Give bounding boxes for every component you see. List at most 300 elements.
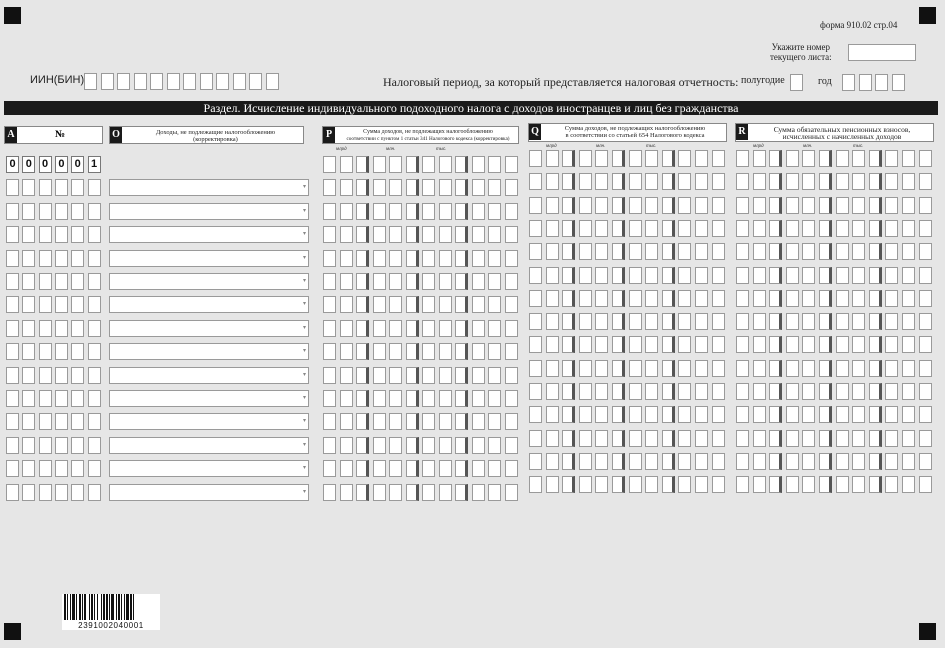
column-p-amount-cell[interactable] bbox=[389, 156, 402, 173]
column-p-amount-cell[interactable] bbox=[488, 484, 501, 501]
column-r-amount-cell[interactable] bbox=[836, 197, 849, 214]
row-number-cell[interactable] bbox=[55, 179, 68, 196]
column-q-amount-cell[interactable] bbox=[712, 290, 725, 307]
column-q-amount-cell[interactable] bbox=[612, 243, 625, 260]
column-r-amount-cell[interactable] bbox=[736, 290, 749, 307]
column-p-amount-cell[interactable] bbox=[356, 460, 369, 477]
column-q-amount-cell[interactable] bbox=[629, 150, 642, 167]
column-r-amount-cell[interactable] bbox=[753, 267, 766, 284]
column-p-amount-cell[interactable] bbox=[323, 296, 336, 313]
column-p-amount-cell[interactable] bbox=[455, 437, 468, 454]
row-number-cell[interactable] bbox=[39, 413, 52, 430]
row-number-cell[interactable] bbox=[88, 390, 101, 407]
column-p-amount-cell[interactable] bbox=[389, 203, 402, 220]
column-q-amount-cell[interactable] bbox=[629, 430, 642, 447]
column-p-amount-cell[interactable] bbox=[389, 437, 402, 454]
iin-digit-cell[interactable] bbox=[266, 73, 279, 90]
column-q-amount-cell[interactable] bbox=[579, 220, 592, 237]
column-r-amount-cell[interactable] bbox=[753, 197, 766, 214]
column-p-amount-cell[interactable] bbox=[505, 296, 518, 313]
column-q-amount-cell[interactable] bbox=[529, 453, 542, 470]
column-q-amount-cell[interactable] bbox=[695, 243, 708, 260]
column-r-amount-cell[interactable] bbox=[902, 453, 915, 470]
column-q-amount-cell[interactable] bbox=[529, 267, 542, 284]
column-r-amount-cell[interactable] bbox=[852, 197, 865, 214]
column-r-amount-cell[interactable] bbox=[885, 453, 898, 470]
column-r-amount-cell[interactable] bbox=[869, 383, 882, 400]
column-q-amount-cell[interactable] bbox=[562, 150, 575, 167]
column-r-amount-cell[interactable] bbox=[919, 267, 932, 284]
row-number-cell[interactable] bbox=[39, 343, 52, 360]
column-q-amount-cell[interactable] bbox=[612, 267, 625, 284]
column-r-amount-cell[interactable] bbox=[836, 360, 849, 377]
column-p-amount-cell[interactable] bbox=[488, 437, 501, 454]
row-number-cell[interactable] bbox=[88, 437, 101, 454]
column-r-amount-cell[interactable] bbox=[836, 243, 849, 260]
column-r-amount-cell[interactable] bbox=[753, 313, 766, 330]
column-q-amount-cell[interactable] bbox=[645, 360, 658, 377]
column-r-amount-cell[interactable] bbox=[736, 313, 749, 330]
column-r-amount-cell[interactable] bbox=[919, 360, 932, 377]
column-r-amount-cell[interactable] bbox=[802, 267, 815, 284]
row-number-cell[interactable] bbox=[39, 273, 52, 290]
column-q-amount-cell[interactable] bbox=[645, 313, 658, 330]
column-q-amount-cell[interactable] bbox=[629, 360, 642, 377]
column-p-amount-cell[interactable] bbox=[472, 203, 485, 220]
column-p-amount-cell[interactable] bbox=[356, 437, 369, 454]
column-p-amount-cell[interactable] bbox=[472, 320, 485, 337]
column-p-amount-cell[interactable] bbox=[422, 273, 435, 290]
column-q-amount-cell[interactable] bbox=[546, 430, 559, 447]
column-p-amount-cell[interactable] bbox=[340, 390, 353, 407]
column-p-amount-cell[interactable] bbox=[472, 484, 485, 501]
column-p-amount-cell[interactable] bbox=[439, 273, 452, 290]
column-q-amount-cell[interactable] bbox=[579, 290, 592, 307]
column-q-amount-cell[interactable] bbox=[678, 173, 691, 190]
year-digit-cell[interactable] bbox=[842, 74, 855, 91]
column-q-amount-cell[interactable] bbox=[529, 150, 542, 167]
column-r-amount-cell[interactable] bbox=[869, 220, 882, 237]
row-number-cell[interactable] bbox=[88, 179, 101, 196]
column-p-amount-cell[interactable] bbox=[373, 413, 386, 430]
column-q-amount-cell[interactable] bbox=[612, 406, 625, 423]
column-q-amount-cell[interactable] bbox=[662, 197, 675, 214]
column-p-amount-cell[interactable] bbox=[356, 343, 369, 360]
column-r-amount-cell[interactable] bbox=[736, 430, 749, 447]
column-r-amount-cell[interactable] bbox=[819, 360, 832, 377]
column-q-amount-cell[interactable] bbox=[579, 150, 592, 167]
income-type-dropdown[interactable] bbox=[109, 460, 309, 477]
column-r-amount-cell[interactable] bbox=[885, 383, 898, 400]
column-p-amount-cell[interactable] bbox=[406, 296, 419, 313]
column-q-amount-cell[interactable] bbox=[629, 267, 642, 284]
income-type-dropdown[interactable] bbox=[109, 320, 309, 337]
column-r-amount-cell[interactable] bbox=[769, 150, 782, 167]
column-q-amount-cell[interactable] bbox=[579, 267, 592, 284]
column-r-amount-cell[interactable] bbox=[786, 220, 799, 237]
column-q-amount-cell[interactable] bbox=[612, 173, 625, 190]
row-number-cell[interactable] bbox=[22, 437, 35, 454]
column-r-amount-cell[interactable] bbox=[753, 336, 766, 353]
column-p-amount-cell[interactable] bbox=[323, 179, 336, 196]
column-q-amount-cell[interactable] bbox=[662, 220, 675, 237]
column-p-amount-cell[interactable] bbox=[439, 203, 452, 220]
column-r-amount-cell[interactable] bbox=[885, 150, 898, 167]
column-r-amount-cell[interactable] bbox=[885, 360, 898, 377]
column-r-amount-cell[interactable] bbox=[869, 197, 882, 214]
column-r-amount-cell[interactable] bbox=[836, 173, 849, 190]
column-q-amount-cell[interactable] bbox=[678, 453, 691, 470]
column-q-amount-cell[interactable] bbox=[678, 336, 691, 353]
column-p-amount-cell[interactable] bbox=[323, 460, 336, 477]
column-r-amount-cell[interactable] bbox=[836, 476, 849, 493]
row-number-cell[interactable] bbox=[88, 367, 101, 384]
column-p-amount-cell[interactable] bbox=[340, 437, 353, 454]
row-number-cell[interactable] bbox=[55, 273, 68, 290]
column-r-amount-cell[interactable] bbox=[753, 173, 766, 190]
column-q-amount-cell[interactable] bbox=[695, 453, 708, 470]
column-p-amount-cell[interactable] bbox=[505, 460, 518, 477]
column-p-amount-cell[interactable] bbox=[340, 203, 353, 220]
column-p-amount-cell[interactable] bbox=[373, 203, 386, 220]
column-p-amount-cell[interactable] bbox=[406, 156, 419, 173]
column-r-amount-cell[interactable] bbox=[852, 360, 865, 377]
column-p-amount-cell[interactable] bbox=[439, 437, 452, 454]
column-p-amount-cell[interactable] bbox=[472, 226, 485, 243]
row-number-cell[interactable] bbox=[55, 460, 68, 477]
column-r-amount-cell[interactable] bbox=[902, 430, 915, 447]
column-q-amount-cell[interactable] bbox=[546, 173, 559, 190]
row-number-cell[interactable] bbox=[22, 484, 35, 501]
column-q-amount-cell[interactable] bbox=[662, 267, 675, 284]
column-q-amount-cell[interactable] bbox=[645, 150, 658, 167]
column-p-amount-cell[interactable] bbox=[389, 320, 402, 337]
column-r-amount-cell[interactable] bbox=[802, 476, 815, 493]
column-r-amount-cell[interactable] bbox=[869, 360, 882, 377]
column-r-amount-cell[interactable] bbox=[836, 220, 849, 237]
column-q-amount-cell[interactable] bbox=[678, 476, 691, 493]
column-p-amount-cell[interactable] bbox=[472, 460, 485, 477]
column-p-amount-cell[interactable] bbox=[472, 343, 485, 360]
income-type-dropdown[interactable] bbox=[109, 413, 309, 430]
column-q-amount-cell[interactable] bbox=[546, 453, 559, 470]
column-r-amount-cell[interactable] bbox=[902, 383, 915, 400]
column-p-amount-cell[interactable] bbox=[340, 367, 353, 384]
column-p-amount-cell[interactable] bbox=[488, 179, 501, 196]
column-q-amount-cell[interactable] bbox=[629, 220, 642, 237]
column-q-amount-cell[interactable] bbox=[612, 360, 625, 377]
row-number-cell[interactable] bbox=[88, 460, 101, 477]
column-q-amount-cell[interactable] bbox=[645, 267, 658, 284]
column-r-amount-cell[interactable] bbox=[769, 313, 782, 330]
column-r-amount-cell[interactable] bbox=[869, 476, 882, 493]
column-r-amount-cell[interactable] bbox=[802, 173, 815, 190]
row-number-cell[interactable] bbox=[71, 460, 84, 477]
row-number-cell[interactable] bbox=[39, 460, 52, 477]
column-q-amount-cell[interactable] bbox=[712, 313, 725, 330]
column-p-amount-cell[interactable] bbox=[406, 250, 419, 267]
iin-digit-cell[interactable] bbox=[233, 73, 246, 90]
column-q-amount-cell[interactable] bbox=[546, 150, 559, 167]
column-p-amount-cell[interactable] bbox=[455, 484, 468, 501]
year-digit-cell[interactable] bbox=[892, 74, 905, 91]
column-r-amount-cell[interactable] bbox=[869, 150, 882, 167]
column-p-amount-cell[interactable] bbox=[472, 367, 485, 384]
column-q-amount-cell[interactable] bbox=[662, 173, 675, 190]
column-p-amount-cell[interactable] bbox=[406, 390, 419, 407]
row-number-cell[interactable] bbox=[71, 437, 84, 454]
column-p-amount-cell[interactable] bbox=[472, 156, 485, 173]
column-q-amount-cell[interactable] bbox=[629, 197, 642, 214]
column-q-amount-cell[interactable] bbox=[579, 197, 592, 214]
column-q-amount-cell[interactable] bbox=[695, 360, 708, 377]
row-number-cell[interactable] bbox=[22, 226, 35, 243]
column-r-amount-cell[interactable] bbox=[919, 453, 932, 470]
column-p-amount-cell[interactable] bbox=[406, 367, 419, 384]
column-r-amount-cell[interactable] bbox=[819, 313, 832, 330]
column-p-amount-cell[interactable] bbox=[406, 179, 419, 196]
column-p-amount-cell[interactable] bbox=[422, 413, 435, 430]
column-q-amount-cell[interactable] bbox=[645, 220, 658, 237]
column-q-amount-cell[interactable] bbox=[546, 290, 559, 307]
row-number-cell[interactable] bbox=[6, 296, 19, 313]
column-q-amount-cell[interactable] bbox=[612, 383, 625, 400]
column-p-amount-cell[interactable] bbox=[505, 343, 518, 360]
column-r-amount-cell[interactable] bbox=[819, 383, 832, 400]
column-q-amount-cell[interactable] bbox=[595, 173, 608, 190]
column-q-amount-cell[interactable] bbox=[595, 290, 608, 307]
column-p-amount-cell[interactable] bbox=[472, 273, 485, 290]
column-q-amount-cell[interactable] bbox=[612, 336, 625, 353]
column-r-amount-cell[interactable] bbox=[802, 383, 815, 400]
column-p-amount-cell[interactable] bbox=[323, 413, 336, 430]
year-digit-cell[interactable] bbox=[875, 74, 888, 91]
column-p-amount-cell[interactable] bbox=[505, 390, 518, 407]
column-p-amount-cell[interactable] bbox=[488, 273, 501, 290]
column-p-amount-cell[interactable] bbox=[439, 156, 452, 173]
column-p-amount-cell[interactable] bbox=[373, 460, 386, 477]
column-r-amount-cell[interactable] bbox=[753, 360, 766, 377]
column-p-amount-cell[interactable] bbox=[373, 484, 386, 501]
column-q-amount-cell[interactable] bbox=[645, 406, 658, 423]
column-p-amount-cell[interactable] bbox=[323, 343, 336, 360]
row-number-cell[interactable] bbox=[22, 296, 35, 313]
row-number-cell[interactable] bbox=[55, 296, 68, 313]
column-r-amount-cell[interactable] bbox=[869, 267, 882, 284]
column-r-amount-cell[interactable] bbox=[869, 406, 882, 423]
column-p-amount-cell[interactable] bbox=[340, 273, 353, 290]
column-p-amount-cell[interactable] bbox=[488, 413, 501, 430]
column-r-amount-cell[interactable] bbox=[885, 290, 898, 307]
column-r-amount-cell[interactable] bbox=[836, 430, 849, 447]
column-r-amount-cell[interactable] bbox=[819, 220, 832, 237]
column-q-amount-cell[interactable] bbox=[678, 290, 691, 307]
column-r-amount-cell[interactable] bbox=[869, 453, 882, 470]
half-year-input[interactable] bbox=[790, 74, 803, 91]
column-r-amount-cell[interactable] bbox=[769, 220, 782, 237]
column-q-amount-cell[interactable] bbox=[562, 360, 575, 377]
column-r-amount-cell[interactable] bbox=[836, 150, 849, 167]
column-p-amount-cell[interactable] bbox=[488, 390, 501, 407]
iin-digit-cell[interactable] bbox=[84, 73, 97, 90]
column-r-amount-cell[interactable] bbox=[885, 243, 898, 260]
column-q-amount-cell[interactable] bbox=[546, 406, 559, 423]
column-p-amount-cell[interactable] bbox=[340, 179, 353, 196]
column-p-amount-cell[interactable] bbox=[439, 250, 452, 267]
column-p-amount-cell[interactable] bbox=[340, 413, 353, 430]
column-q-amount-cell[interactable] bbox=[595, 197, 608, 214]
column-q-amount-cell[interactable] bbox=[579, 383, 592, 400]
column-r-amount-cell[interactable] bbox=[802, 243, 815, 260]
row-number-cell[interactable] bbox=[22, 203, 35, 220]
column-q-amount-cell[interactable] bbox=[695, 173, 708, 190]
column-r-amount-cell[interactable] bbox=[736, 360, 749, 377]
row-number-cell[interactable] bbox=[39, 320, 52, 337]
column-r-amount-cell[interactable] bbox=[919, 313, 932, 330]
column-q-amount-cell[interactable] bbox=[529, 430, 542, 447]
row-number-cell[interactable] bbox=[88, 226, 101, 243]
sheet-number-input[interactable] bbox=[848, 44, 916, 61]
column-r-amount-cell[interactable] bbox=[736, 406, 749, 423]
column-p-amount-cell[interactable] bbox=[439, 367, 452, 384]
column-q-amount-cell[interactable] bbox=[629, 476, 642, 493]
column-p-amount-cell[interactable] bbox=[323, 437, 336, 454]
column-q-amount-cell[interactable] bbox=[546, 313, 559, 330]
column-p-amount-cell[interactable] bbox=[505, 273, 518, 290]
column-q-amount-cell[interactable] bbox=[529, 173, 542, 190]
column-q-amount-cell[interactable] bbox=[695, 150, 708, 167]
column-r-amount-cell[interactable] bbox=[869, 313, 882, 330]
column-r-amount-cell[interactable] bbox=[852, 220, 865, 237]
column-r-amount-cell[interactable] bbox=[902, 243, 915, 260]
column-r-amount-cell[interactable] bbox=[885, 173, 898, 190]
column-p-amount-cell[interactable] bbox=[389, 343, 402, 360]
column-p-amount-cell[interactable] bbox=[488, 460, 501, 477]
row-number-cell[interactable] bbox=[55, 390, 68, 407]
column-r-amount-cell[interactable] bbox=[802, 313, 815, 330]
row-number-cell[interactable] bbox=[39, 203, 52, 220]
row-number-cell[interactable] bbox=[39, 437, 52, 454]
row-number-cell[interactable] bbox=[71, 203, 84, 220]
column-r-amount-cell[interactable] bbox=[919, 430, 932, 447]
column-q-amount-cell[interactable] bbox=[612, 220, 625, 237]
column-r-amount-cell[interactable] bbox=[802, 360, 815, 377]
column-p-amount-cell[interactable] bbox=[505, 437, 518, 454]
column-q-amount-cell[interactable] bbox=[662, 313, 675, 330]
column-p-amount-cell[interactable] bbox=[323, 226, 336, 243]
column-p-amount-cell[interactable] bbox=[356, 226, 369, 243]
row-number-cell[interactable] bbox=[71, 273, 84, 290]
column-q-amount-cell[interactable] bbox=[579, 430, 592, 447]
column-q-amount-cell[interactable] bbox=[579, 243, 592, 260]
column-p-amount-cell[interactable] bbox=[439, 296, 452, 313]
column-q-amount-cell[interactable] bbox=[562, 243, 575, 260]
column-q-amount-cell[interactable] bbox=[662, 360, 675, 377]
column-r-amount-cell[interactable] bbox=[769, 267, 782, 284]
column-q-amount-cell[interactable] bbox=[712, 267, 725, 284]
column-r-amount-cell[interactable] bbox=[802, 197, 815, 214]
column-r-amount-cell[interactable] bbox=[902, 267, 915, 284]
row-number-cell[interactable] bbox=[55, 437, 68, 454]
column-r-amount-cell[interactable] bbox=[819, 150, 832, 167]
column-p-amount-cell[interactable] bbox=[406, 437, 419, 454]
column-r-amount-cell[interactable] bbox=[769, 243, 782, 260]
column-p-amount-cell[interactable] bbox=[422, 437, 435, 454]
column-r-amount-cell[interactable] bbox=[852, 430, 865, 447]
row-number-cell[interactable] bbox=[71, 390, 84, 407]
column-q-amount-cell[interactable] bbox=[579, 173, 592, 190]
row-number-cell[interactable] bbox=[22, 460, 35, 477]
column-q-amount-cell[interactable] bbox=[645, 430, 658, 447]
column-r-amount-cell[interactable] bbox=[836, 313, 849, 330]
column-p-amount-cell[interactable] bbox=[488, 320, 501, 337]
column-q-amount-cell[interactable] bbox=[678, 150, 691, 167]
row-number-cell[interactable] bbox=[55, 250, 68, 267]
column-r-amount-cell[interactable] bbox=[836, 453, 849, 470]
column-r-amount-cell[interactable] bbox=[885, 220, 898, 237]
column-q-amount-cell[interactable] bbox=[612, 150, 625, 167]
row-number-cell[interactable] bbox=[88, 343, 101, 360]
column-p-amount-cell[interactable] bbox=[323, 203, 336, 220]
column-r-amount-cell[interactable] bbox=[786, 173, 799, 190]
column-r-amount-cell[interactable] bbox=[753, 383, 766, 400]
row-number-cell[interactable]: 0 bbox=[55, 156, 68, 173]
column-p-amount-cell[interactable] bbox=[389, 250, 402, 267]
column-p-amount-cell[interactable] bbox=[422, 484, 435, 501]
column-p-amount-cell[interactable] bbox=[439, 179, 452, 196]
column-r-amount-cell[interactable] bbox=[736, 336, 749, 353]
column-q-amount-cell[interactable] bbox=[529, 243, 542, 260]
column-q-amount-cell[interactable] bbox=[678, 430, 691, 447]
column-q-amount-cell[interactable] bbox=[529, 290, 542, 307]
column-p-amount-cell[interactable] bbox=[323, 156, 336, 173]
column-q-amount-cell[interactable] bbox=[529, 336, 542, 353]
column-p-amount-cell[interactable] bbox=[472, 437, 485, 454]
income-type-dropdown[interactable] bbox=[109, 273, 309, 290]
column-q-amount-cell[interactable] bbox=[662, 243, 675, 260]
column-p-amount-cell[interactable] bbox=[323, 320, 336, 337]
column-r-amount-cell[interactable] bbox=[869, 430, 882, 447]
column-q-amount-cell[interactable] bbox=[562, 476, 575, 493]
row-number-cell[interactable] bbox=[39, 250, 52, 267]
row-number-cell[interactable] bbox=[71, 296, 84, 313]
column-q-amount-cell[interactable] bbox=[546, 243, 559, 260]
column-r-amount-cell[interactable] bbox=[786, 290, 799, 307]
column-q-amount-cell[interactable] bbox=[678, 243, 691, 260]
row-number-cell[interactable] bbox=[22, 367, 35, 384]
column-q-amount-cell[interactable] bbox=[662, 430, 675, 447]
row-number-cell[interactable] bbox=[39, 367, 52, 384]
column-r-amount-cell[interactable] bbox=[852, 406, 865, 423]
column-p-amount-cell[interactable] bbox=[472, 390, 485, 407]
column-p-amount-cell[interactable] bbox=[505, 484, 518, 501]
column-p-amount-cell[interactable] bbox=[472, 179, 485, 196]
column-r-amount-cell[interactable] bbox=[736, 476, 749, 493]
column-r-amount-cell[interactable] bbox=[802, 220, 815, 237]
column-q-amount-cell[interactable] bbox=[595, 220, 608, 237]
column-p-amount-cell[interactable] bbox=[373, 320, 386, 337]
column-q-amount-cell[interactable] bbox=[612, 453, 625, 470]
column-r-amount-cell[interactable] bbox=[786, 453, 799, 470]
column-r-amount-cell[interactable] bbox=[919, 476, 932, 493]
column-q-amount-cell[interactable] bbox=[695, 220, 708, 237]
row-number-cell[interactable] bbox=[88, 413, 101, 430]
row-number-cell[interactable] bbox=[6, 226, 19, 243]
column-r-amount-cell[interactable] bbox=[919, 336, 932, 353]
column-p-amount-cell[interactable] bbox=[356, 179, 369, 196]
row-number-cell[interactable] bbox=[55, 413, 68, 430]
column-r-amount-cell[interactable] bbox=[736, 173, 749, 190]
